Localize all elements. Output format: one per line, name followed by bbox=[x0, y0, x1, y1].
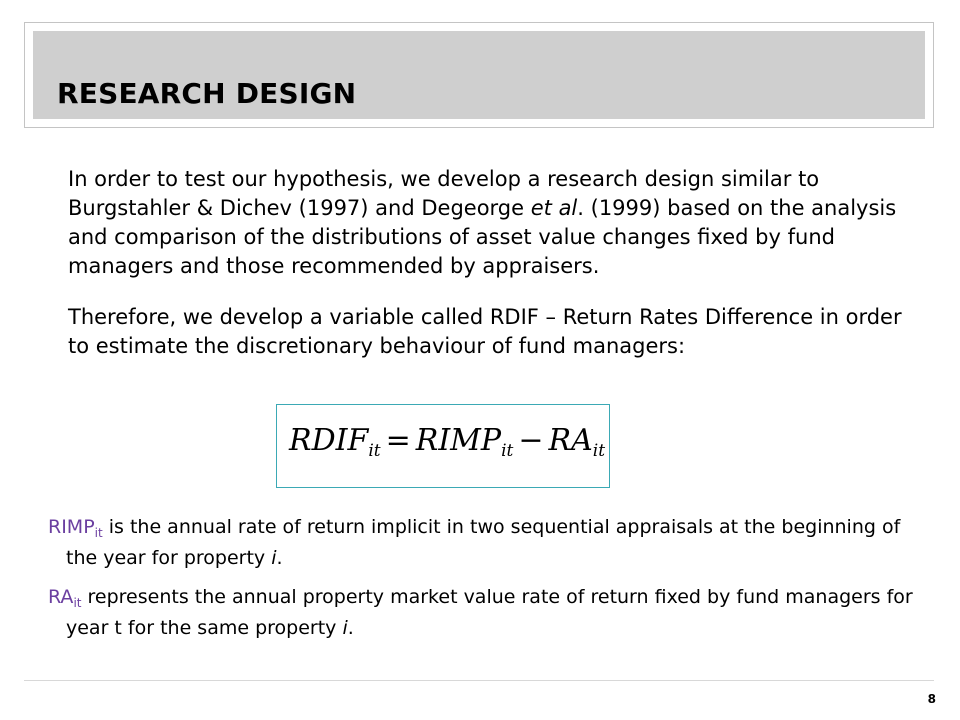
slide-title: RESEARCH DESIGN bbox=[57, 77, 357, 110]
formula-lhs: RDIF bbox=[289, 423, 369, 458]
rimp-property-i: i bbox=[271, 547, 277, 569]
formula-lhs-sub: it bbox=[368, 441, 381, 461]
footer-divider bbox=[24, 680, 934, 681]
paragraph-variable: Therefore, we develop a variable called RDIF – Return Rates Difference in order to estimate the discretionary behaviour of fund managers: bbox=[68, 305, 902, 358]
definition-ra bbox=[48, 585, 936, 641]
formula-term2: RA bbox=[548, 423, 593, 458]
ra-end: . bbox=[347, 617, 354, 639]
p1-et-al: et al bbox=[530, 196, 578, 220]
rimp-symbol bbox=[48, 516, 103, 538]
formula-box bbox=[276, 404, 610, 488]
ra-symbol-text: RA bbox=[48, 586, 74, 608]
formula-term2-sub: it bbox=[592, 441, 606, 461]
definition-rimp bbox=[48, 515, 936, 571]
rdif-formula bbox=[289, 423, 605, 461]
rimp-symbol-text: RIMP bbox=[48, 516, 95, 538]
formula-term1-sub: it bbox=[501, 441, 514, 461]
ra-symbol-sub: it bbox=[73, 596, 82, 610]
p1-text-a: In order to test our hypothesis, we develop a research design similar to Burgstahler & Dichev (1997) and Degeorge bbox=[68, 167, 820, 220]
rimp-end: . bbox=[276, 547, 283, 569]
rimp-symbol-sub: it bbox=[94, 526, 103, 540]
paragraph-hypothesis bbox=[68, 165, 928, 281]
ra-text: represents the annual property market value rate of return fixed by fund managers for year t for the same property bbox=[66, 586, 913, 639]
ra-symbol bbox=[48, 586, 81, 608]
formula-equals: = bbox=[385, 423, 411, 458]
page-number: 8 bbox=[927, 692, 936, 706]
formula-minus: − bbox=[518, 423, 544, 458]
title-frame bbox=[24, 22, 934, 128]
rimp-text: is the annual rate of return implicit in two sequential appraisals at the beginning of the year for property bbox=[66, 516, 901, 569]
formula-term1: RIMP bbox=[415, 423, 502, 458]
ra-property-i: i bbox=[342, 617, 348, 639]
title-bar bbox=[33, 31, 925, 119]
p1-text-b: . (1999) based on the analysis and comparison of the distributions of asset value changes fixed by fund managers and those recommended by appraisers. bbox=[68, 196, 897, 278]
